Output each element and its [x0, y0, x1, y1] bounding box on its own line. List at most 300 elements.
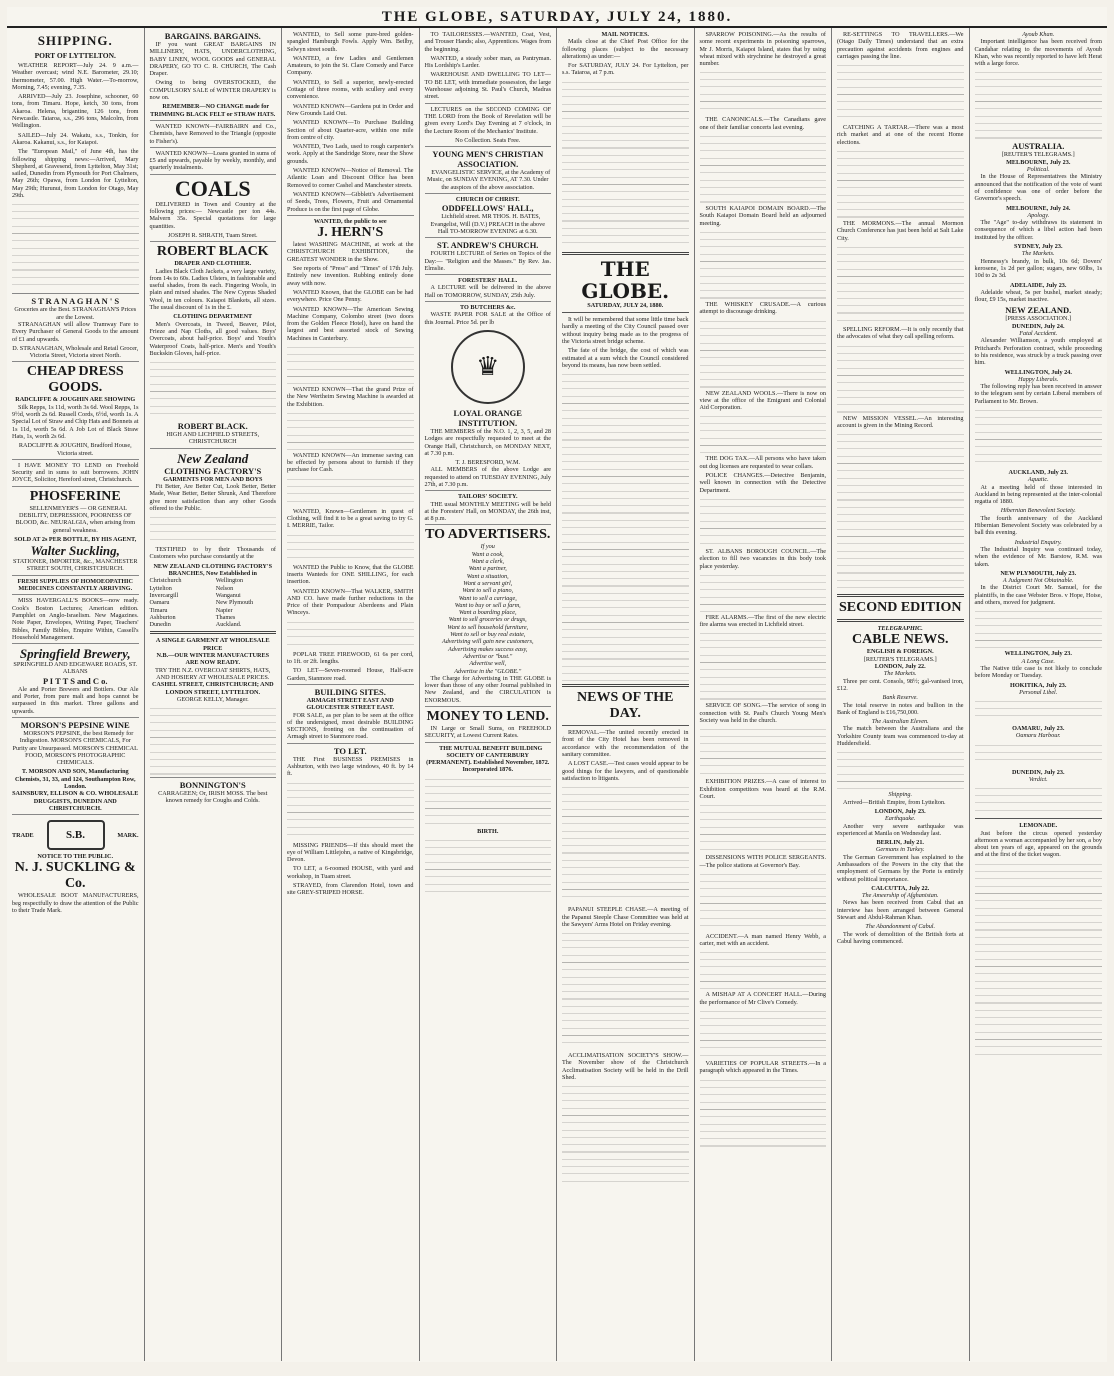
newspaper-page — [7, 7, 1107, 1362]
poem-line: Want a partner, — [468, 565, 507, 573]
kelly-manager: GEORGE KELLY, Manager. — [176, 695, 249, 703]
nz-branches: NEW ZEALAND CLOTHING FACTORY'S BRANCHES, Now Established in — [153, 562, 273, 578]
divider — [837, 619, 964, 622]
coals-body: DELIVERED in Town and Country at the following prices:— Newcastle per ton 44s. Malvern 35s. Special quotations for large quantities. — [149, 200, 276, 230]
poem-line: Advertise in the "GLOBE." — [454, 667, 522, 675]
news-travellers: RE-SETTINGS TO TRAVELLERS.—We (Otago Daily Times) understand that an extra precaution against accidents from engines and carriages passing the line. — [837, 31, 964, 60]
cable-news-title: CABLE NEWS. — [852, 632, 949, 648]
overcoat-shirts: TRY THE N.Z. OVERCOAT SHIRTS, HATS, AND HOSIERY AT WHOLESALE PRICES. — [155, 666, 271, 681]
col7-fill-6 — [837, 749, 964, 789]
column-4 — [420, 28, 558, 1361]
news-tartar: CATCHING A TARTAR.—There was a most rich market and at one of the recent Home elections. — [837, 124, 964, 146]
branch-town: Timaru — [149, 606, 168, 614]
ayoub-head: Ayoub Khan. — [1022, 31, 1055, 38]
bonnington-body: CARRAGEEN; Or, IRISH MOSS. The best known remedy for Coughs and Colds. — [158, 790, 268, 805]
tailors-title: TAILORS' SOCIETY. — [458, 493, 518, 501]
news-mishap: A MISHAP AT A CONCERT HALL.—During the performance of Mr Clive's Comedy. — [699, 991, 826, 1006]
col7-fill-5 — [837, 431, 964, 591]
weather-report: WEATHER REPORT—July 24. 9 a.m.—Weather overcast; wind N.E. Barometer, 29.10; thermometer, 57.00. High Water.—To-morrow, Morning, 7.45; evening, 7.35. — [12, 62, 139, 91]
fatal-accident-body: Alexander Williamson, a youth employed at Pritchard's Perforation contract, while proceeding to his residence, was struck by a truck passing over him. — [974, 337, 1102, 367]
st-andrews-title: ST. ANDREW'S CHURCH. — [437, 240, 539, 251]
poem-line: Want to sell a piano, — [462, 587, 514, 595]
news-fill-1 — [562, 784, 689, 904]
branch-towns — [150, 577, 277, 628]
advertisers-ad — [425, 524, 552, 704]
mail-fill — [562, 79, 689, 249]
bonnington-ad — [150, 777, 277, 805]
lemonade-body: Just before the circus opened yesterday afternoon a woman accompanied by her son, a boy about ten years of age, appeared on the grounds and at the first of the ticket wagon. — [974, 829, 1102, 859]
poem-line: If you — [480, 543, 495, 551]
verdict-head: Verdict. — [1028, 776, 1048, 783]
col6-fill-1 — [700, 69, 827, 114]
brewery-ad — [12, 643, 139, 715]
happy-liberals-body: The following reply has been received in answer to the telegram sent by certain Liberal members of Parliament to Mr. Brown. — [974, 383, 1102, 405]
stranaghan-address: D. STRANAGHAN, Wholesale and Retail Grocer, Victoria Street, Victoria street North. — [12, 344, 139, 360]
pantryman-ad: WANTED, a steady sober man, as Pantryman. His Lordship's Larder. — [424, 54, 551, 70]
globe-date: SATURDAY, JULY 24, 1880. — [587, 301, 664, 309]
col3-fill-2 — [287, 410, 414, 450]
col6-fill-11 — [700, 871, 827, 931]
wellington-dateline-2: WELLINGTON, July 23. — [1004, 650, 1072, 658]
col8-fill-2 — [975, 407, 1103, 467]
news-streets: VARIETIES OF POPULAR STREETS.—In a paragraph which appeared in the Times. — [699, 1059, 826, 1075]
aquatic-head: Aquatic. — [1027, 476, 1049, 484]
robert-black-sign: ROBERT BLACK. — [177, 421, 248, 432]
hern-body: latest WASHING MACHINE, at work at the CHRISTCHURCH EXHIBITION, the GREATEST WONDER in the Show. — [287, 241, 414, 263]
apology-body: The "Age" to-day withdraws its statement in consequence of which a libel action had been instituted by the officer. — [974, 219, 1102, 241]
column-3 — [282, 28, 420, 1361]
abandon-body: The work of demolition of the British forts at Cabul having commenced. — [837, 930, 964, 945]
col7-fill-2 — [837, 148, 964, 218]
branch-town: Napier — [215, 606, 233, 614]
loyal-orange-title: LOYAL ORANGE INSTITUTION. — [453, 407, 522, 428]
news-whiskey: THE WHISKEY CRUSADE.—A curious attempt to discourage drinking. — [699, 300, 826, 316]
clothing-dept: CLOTHING DEPARTMENT — [173, 313, 253, 321]
col4-fill — [425, 776, 552, 826]
news-fire-alarms: FIRE ALARMS.—The first of the new electric fire alarms was erected in Lichfield street. — [699, 613, 826, 629]
trade-label: TRADE — [12, 831, 34, 839]
sainsbury-line: SAINSBURY, ELLISON & CO. WHOLESALE DRUGGISTS, DUNEDIN AND CHRISTCHURCH. — [12, 790, 139, 812]
leader-fill — [562, 371, 689, 681]
nz-garments-body: Fit Better, Are Better Cut, Look Better, Better Made, Wear Better, Better Shrunk, And Therefore give more satisfaction than any other Goods offered to the Public. — [149, 482, 276, 512]
news-spelling: SPELLING REFORM.—It is only recently that the advocates of what they call spelling reform. — [837, 325, 964, 341]
divider — [837, 594, 964, 597]
mail-notices-body: For SATURDAY, JULY 24. For Lyttelton, per s.s. Taiaroa, at 7 p.m. — [562, 62, 689, 77]
news-removal: REMOVAL.—The united recently erected in front of the City Hotel has been removed in accordance with the recommendation of the sanitary committee. — [562, 729, 689, 759]
branch-town: Lyttelton — [149, 584, 172, 592]
news-wools: NEW ZEALAND WOOLS.—There is now on view at the office of the Emigrant and Colonial Aid Corporation. — [699, 389, 826, 412]
col8-fill-4 — [975, 698, 1103, 723]
hern-lead: WANTED, the public to see — [313, 217, 387, 225]
butchers-title: TO BUTCHERS &c. — [460, 304, 516, 312]
bargains-sale: Owing to being OVERSTOCKED, the COMPULSORY SALE of WINTER DRAPERY is now on. — [149, 79, 276, 102]
divider — [562, 725, 689, 726]
morson-body: MORSON'S PEPSINE, the best Remedy for Indigestion. MORSON'S CHEMICALS, For Purity are Unsurpassed. MORSON'S CHEMICAL FOOD, MORSON'S PHOTOGRAPHIC CHEMICALS. — [12, 729, 138, 767]
dunedin-dateline: DUNEDIN, July 24. — [1011, 322, 1065, 330]
nz-title: New Zealand — [177, 450, 249, 466]
judgment-body: In the District Court Mr. Samuel, for the plaintiffs, in the case Webster Bros. v Hope, Hoise, and others, moved for judgment. — [974, 584, 1102, 607]
industrial-head: Industrial Enquiry. — [1014, 538, 1062, 546]
long-case-head: A Long Case. — [1021, 657, 1055, 665]
sydney-markets-head: The Markets. — [1021, 250, 1055, 258]
col6-fill-10 — [700, 802, 827, 852]
advertisers-charge: The Charge for Advertising in THE GLOBE is lower than those of any other Journal published in New Zealand, and the CIRCULATION is ENORMOUS. — [424, 674, 551, 704]
bonnington-title: BONNINGTON'S — [179, 780, 246, 791]
wellington-dateline: WELLINGTON, July 24. — [1004, 368, 1072, 376]
news-mission-vessel: NEW MISSION VESSEL.—An interesting account is given in the Mining Record. — [837, 414, 964, 429]
money-ad — [12, 459, 139, 484]
sailed-list: SAILED—July 24. Wakatu, s.s., Tonkin, for Akaroa. Kakanui, s.s., for Kaiapoi. — [12, 131, 139, 146]
poem-line: Want to buy or sell a farm, — [454, 601, 521, 609]
melbourne-dateline-2: MELBOURNE, July 24. — [1006, 204, 1071, 212]
divider — [562, 312, 689, 313]
bargains-title: BARGAINS. BARGAINS. — [164, 31, 261, 41]
col6-fill-5 — [700, 413, 827, 453]
to-let-house: TO LET—Seven-roomed House, Half-acre Garden, Stanmore road. — [287, 667, 414, 682]
col6-fill-8 — [700, 630, 827, 700]
news-sparrow: SPARROW POISONING.—As the results of some recent experiments in poisoning sparrows, Mr J. Morris, Kaiapoi Island, states that by using wheat mixed with strychnine he destroyed a great number. — [699, 31, 826, 68]
to-let-title: TO LET. — [333, 745, 367, 756]
bargains-remember: REMEMBER—NO CHANGE made for TRIMMING BLACK FELT or STRAW HATS. — [150, 103, 276, 118]
col6-fill-9 — [700, 726, 827, 776]
poem-line: Want to sell household furniture, — [447, 623, 529, 631]
adelaide-dateline: ADELAIDE, July 23. — [1010, 281, 1067, 289]
nz-clothing-ad — [150, 448, 277, 703]
oddfellows-title: ODDFELLOWS' HALL, — [441, 203, 534, 214]
warehouse-ad: WAREHOUSE AND DWELLING TO LET—TO BE LET, with immediate possession, the large Warehouse adjoining St. Paul's Church, Madras street. — [424, 71, 551, 101]
col3-fill-6 — [287, 780, 414, 840]
foresters-ad — [425, 274, 552, 299]
morson-ad — [12, 717, 139, 812]
reuters-tag: [REUTER'S TELEGRAMS.] — [863, 655, 937, 663]
poem-line: Advertise well, — [469, 660, 507, 668]
to-let-body: THE First BUSINESS PREMISES in Ashburton, with two large windows, 40 ft. by 14 ft. — [287, 755, 414, 778]
tailors-ad — [425, 490, 552, 522]
loyal-orange-body: THE MEMBERS of the N.O. 1, 2, 3, 5, and 28 Lodges are respectfully requested to meet at the Orange Hall, Christchurch, on MONDAY NEXT, at 7.30 p.m. — [424, 427, 551, 457]
trade-mark-row — [12, 817, 139, 853]
branch-town: Ashburton — [149, 613, 176, 621]
earthquake-head: Earthquake. — [885, 815, 916, 823]
pitts-title: P I T T S and C o. — [42, 675, 108, 686]
news-kaiapoi-domain: SOUTH KAIAPOI DOMAIN BOARD.—The South Kaiapoi Domain Board held an adjourned meeting. — [699, 205, 826, 227]
news-service-song: SERVICE OF SONG.—The service of song in connection with St. Paul's Church Young Men's Society was held in the church. — [699, 702, 826, 725]
hibernian-head: Hibernian Benevolent Society. — [1000, 507, 1076, 515]
dress-goods-title: CHEAP DRESS GOODS. — [26, 364, 124, 396]
tailors-body: THE usual MONTHLY MEETING will be held at the Foresters' Hall, on MONDAY, the 26th inst, at 8 p.m. — [424, 500, 551, 523]
mark-label: MARK. — [117, 831, 139, 839]
robert-black-body: Ladies Black Cloth Jackets, a very large variety, from 14s to 60s. Ladies Ulsters, in fashionable and useful shades, from 8s each. Fingering Wools, in plain and mixed shades. The New Cyprus Shaded Wool, in ten colours. Kaiapoi Blankets, all sizes. The usual discount of 1s in the £. — [149, 267, 276, 312]
money-lend-body: IN Large or Small Sums, on FREEHOLD SECURITY, at Lowest Current Rates. — [424, 725, 551, 740]
poem-line: Want to sell groceries or drugs, — [448, 616, 527, 624]
col7-fill-4 — [837, 343, 964, 413]
news-dog-tax: THE DOG TAX.—All persons who have taken out dog licenses are requested to wear collars. — [699, 455, 826, 470]
news-dissensions: DISSENSIONS WITH POLICE SERGEANTS.—The police stations at Governor's Bay. — [699, 854, 826, 869]
church-title: CHURCH OF CHRIST. — [455, 196, 520, 204]
oamaru-harbour-head: Oamaru Harbour. — [1015, 732, 1061, 740]
col6-fill-6 — [700, 496, 827, 546]
branch-town: Christchurch — [149, 577, 182, 585]
col7-fill-3 — [837, 244, 964, 324]
robert-black-title: ROBERT BLACK — [156, 244, 269, 260]
radcliffe-list: Silk Repps, 1s 11d, worth 3s 6d. Wool Repps, 1s 9½d, worth 2s 6d. Russell Cords, 6½d, worth 1s. A Special Lot of Straw and Chip Hats and Bonnets at 1s 11d, worth 5s 6d. A Job Lot of Black Straw Hats, 1s, worth 2s 6d. — [12, 403, 139, 440]
nz-clothing-title: CLOTHING FACTORY'S — [164, 465, 262, 476]
news-steeple-chase: PAPANUI STEEPLE CHASE.—A meeting of the Papanui Steeple Chase Committee was held at the Sawyers' Arms Hotel on Friday evening. — [562, 906, 689, 928]
robert-black-ad — [150, 241, 277, 445]
notice-heading: NOTICE TO THE PUBLIC. — [37, 853, 114, 861]
church-of-christ-ad — [425, 193, 552, 235]
emigrants-news: The "European Mail," of June 4th, has the following shipping news:—Arrived, Mary Shepherd, at Gravesend, from Lyttelton, May 31st; sailed, Dunedin from Plymouth for Port Chalmers, May 26th; Opawa, from London for Lyttelton, May 29th; Hurunui, from London for Otago, May 29th. — [12, 148, 139, 200]
wanted-globe: WANTED Known, that the GLOBE can be had everywhere. Price One Penny. — [287, 288, 414, 304]
bank-head: Bank Reserve. — [882, 694, 918, 702]
col8-fill-7 — [975, 861, 1103, 1061]
loans-body: WANTED KNOWN—Loans granted in sums of £5 and upwards, payable by weekly, monthly, and quarterly instalments. — [149, 149, 276, 172]
col6-fill-14 — [700, 1077, 827, 1147]
column-6 — [695, 28, 833, 1361]
poem-line: Want a servant girl, — [463, 579, 513, 587]
arrived-list: ARRIVED—July 23. Josephine, schooner, 60 tons, from Timaru. Hope, ketch, 30 tons, from Akaroa. Helena, brigantine, 126 tons, from Newcastle. Taiaroa, s.s., 296 tons, Malcolm, from Wellington. — [12, 93, 139, 130]
political-body: In the House of Representatives the Ministry announced that the notification of the vote of want of confidence was one of order before the Governor's speech. — [974, 173, 1102, 203]
nz-fill — [150, 514, 277, 544]
hokitika-dateline: HOKITIKA, July 23. — [1010, 681, 1067, 689]
poem-line: Want a clerk, — [471, 558, 505, 566]
phosferine-title: PHOSFERINE — [29, 488, 121, 504]
wanted-amateurs: WANTED, a few Ladies and Gentlemen Amateurs, to join the St. Clare Comedy and Farce Company. — [287, 54, 414, 77]
col7-fill-1 — [837, 62, 964, 122]
news-lost-case: A LOST CASE.—Test cases would appear to be good things for the lawyers, and of questionable satisfaction to litigants. — [562, 760, 689, 782]
wanted-removal: WANTED KNOWN—Notice of Removal. The Atlantic Loan and Discount Office has been Removed to corner Cashel and Manchester streets. — [287, 167, 414, 189]
phosferine-sold: SOLD AT 2s PER BOTTLE, BY HIS AGENT, — [14, 535, 137, 543]
branch-town: Thames — [215, 613, 236, 621]
divider — [562, 252, 689, 255]
loyal-orange-sign: T. J. BERESFORD, W.M. — [455, 459, 521, 467]
poem-line: Want to sell a carriage, — [458, 594, 517, 602]
branch-town: Auckland. — [215, 621, 242, 629]
radcliffe-title: RADCLIFFE & JOUGHIN ARE SHOWING — [15, 396, 136, 404]
stranaghan-body: STRANAGHAN will allow Tramway Fare to Every Purchaser of General Goods to the amount of £1 and upwards. — [12, 320, 139, 343]
money-lend-ad — [425, 706, 552, 740]
hern-body-2: See reports of "Press" and "Times" of 17th July. Entirely new invention. Rubbing entirely done away with now. — [287, 265, 414, 287]
robert-black-fill — [150, 359, 277, 419]
st-andrews-body: FOURTH LECTURE of Series on Topics of the Day:— "Religion and the Masses." By Rev. Jas. Elmslie. — [424, 250, 551, 272]
abandon-head: The Abandonment of Cabul. — [865, 923, 936, 931]
column-2 — [145, 28, 283, 1361]
news-canonicals: THE CANONICALS.—The Canadians gave one of their familiar concerts last evening. — [699, 116, 826, 131]
news-st-albans: ST. ALBANS BOROUGH COUNCIL.—The election to fill two vacancies in this body took place yesterday. — [699, 547, 826, 570]
strayed-horse: STRAYED, from Clarendon Hotel, town and site GREY-STRIPED HORSE. — [287, 882, 414, 897]
long-case-body: The Native title case is not likely to conclude before Monday or Tuesday. — [974, 664, 1102, 680]
brewery-address: SPRINGFIELD AND EDGEWARE ROADS, ST. ALBANS — [13, 661, 138, 676]
col6-fill-3 — [700, 229, 827, 299]
earthquake-body: Another very severe earthquake was experienced at Manila on Wednesday last. — [837, 822, 964, 837]
building-sites-body: FOR SALE, as per plan to be seen at the office of the undersigned, most desirable BUILDING SECTIONS, fronting on the continuation of Armagh street to Stanmore road. — [287, 711, 414, 741]
columns — [7, 28, 1107, 1361]
wanted-seeds: WANTED KNOWN—Gibblett's Advertisement of Seeds, Trees, Flowers, Fruit and Ornamental Produce is on the first page of Globe. — [287, 190, 414, 213]
happy-liberals-head: Happy Liberals. — [1018, 375, 1059, 383]
missing-friends: MISSING FRIENDS—If this should meet the eye of William Littlejohn, a native of Kingsbridge, Devon. — [287, 841, 414, 864]
eleven-body: The match between the Australians and the Yorkshire County team was commenced to-day at Huddersfield. — [837, 725, 964, 748]
lectures-ad — [425, 103, 552, 144]
london-dateline-1: LONDON, July 22. — [874, 663, 926, 671]
column-1 — [7, 28, 145, 1361]
poem-line: Advertising makes success easy, — [448, 645, 528, 653]
homoeo-ad: FRESH SUPPLIES OF HOMOEOPATHIC MEDICINES CONSTANTLY ARRIVING. — [12, 575, 139, 593]
radcliffe-address: RADCLIFFE & JOUGHIN, Bradford House, Victoria street. — [18, 442, 132, 457]
fairbairn-ad — [150, 120, 277, 145]
butchers-ad — [425, 301, 552, 326]
press-assoc-tag: [PRESS ASSOCIATION.] — [1005, 315, 1072, 323]
trade-mark-emblem: S.B. — [47, 820, 105, 850]
news-police: POLICE CHANGES.—Detective Benjamin, well known in connection with the Detective Department. — [699, 472, 826, 494]
lemonade-title: LEMONADE. — [1019, 822, 1058, 830]
dunedin-dateline-2: DUNEDIN, July 23. — [1011, 768, 1065, 776]
shipping-body: Arrived—British Empire, from Lyttelton. — [843, 798, 946, 806]
col8-fill-5 — [975, 742, 1103, 767]
birth-heading: BIRTH. — [477, 827, 499, 835]
robert-black-sub: DRAPER AND CLOTHIER. — [174, 260, 252, 268]
news-fill-2 — [562, 930, 689, 1050]
wanted-gardens: WANTED KNOWN—Gardens put in Order and New Grounds Laid Out. — [287, 102, 414, 117]
advertisers-title: TO ADVERTISERS. — [425, 527, 551, 543]
col6-fill-2 — [700, 133, 827, 203]
oamaru-dateline: OAMARU, July 23. — [1012, 725, 1065, 733]
adelaide-body: Adelaide wheat, 5s per bushel, market steady; flour, £9 15s, market inactive. — [974, 288, 1102, 304]
shipping-text-fill — [12, 201, 139, 291]
mutual-benefit-ad — [425, 742, 552, 826]
divider — [975, 818, 1103, 819]
nz-testified: TESTIFIED to by their Thousands of Customers who purchase constantly at the — [149, 546, 276, 561]
foresters-body: A LECTURE will be delivered in the above Hall on TOMORROW, SUNDAY, 25th July. — [424, 284, 551, 299]
hibernian-body: The fourth anniversary of the Auckland Hibernian Benevolent Society was celebrated by a ball this evening. — [974, 514, 1102, 537]
news-mormons: THE MORMONS.—The annual Mormon Church Conference has just been held at Salt Lake City. — [837, 220, 964, 242]
germans-head: Germans in Turkey. — [875, 846, 925, 854]
branch-town: Invercargill — [149, 591, 179, 599]
single-garment: A SINGLE GARMENT AT WHOLESALE PRICE — [155, 637, 270, 652]
branch-town: Wellington — [215, 577, 244, 585]
wanted-sewing: WANTED KNOWN—The American Sewing Machine Company, Colombo street (two doors from the Golden Fleece Hotel), have on hand the largest and best assorted stock of Sewing Machines in Canterbury. — [287, 305, 414, 342]
poem-line: Want a situation, — [466, 572, 509, 580]
col3-fill-4 — [287, 532, 414, 562]
divider — [150, 631, 277, 634]
branch-town: New Plymouth — [215, 599, 254, 607]
cashel-street: CASHEL STREET, CHRISTCHURCH; AND LONDON STREET, LYTTELTON. — [151, 681, 274, 696]
loans-ad — [150, 147, 277, 172]
col6-fill-7 — [700, 572, 827, 612]
coals-title: COALS — [174, 175, 251, 201]
reuters-tag-2: [REUTER'S TELEGRAMS.] — [1001, 151, 1075, 159]
col6-fill-12 — [700, 949, 827, 989]
st-andrews-ad — [425, 237, 552, 272]
ymca-title: YOUNG MEN'S CHRISTIAN ASSOCIATION. — [432, 149, 544, 170]
calcutta-dateline: CALCUTTA, July 22. — [871, 884, 930, 892]
apology-head: Apology. — [1027, 211, 1050, 219]
morson-maker: T. MORSON AND SON, Manufacturing Chemists, 31, 33, and 124, Southampton Row, London. — [14, 768, 136, 790]
sydney-markets-body: Hennessy's brandy, in bulk, 10s 6d; Dovers' kerosene, 1s 2d per gallon; sugars, new 60lbs, 1s 10d to 2s 3d. — [974, 257, 1102, 280]
to-let-ad — [287, 743, 414, 840]
leader-para-2: The fate of the bridge, the cost of which was estimated at a sum which the Council considered beyond its means, has now been settled. — [562, 347, 689, 369]
walter-address: STATIONER, IMPORTER, &c., MANCHESTER STREET SOUTH, CHRISTCHURCH. — [13, 558, 138, 573]
walter-suckling: Walter Suckling, — [30, 543, 120, 559]
hern-title: J. HERN'S — [317, 225, 384, 241]
suckling-title: N. J. SUCKLING & Co. — [14, 860, 136, 892]
english-foreign: ENGLISH & FOREIGN. — [866, 648, 934, 656]
col3-fill-1 — [287, 344, 414, 384]
morson-title: MORSON'S PEPSINE WINE — [20, 719, 130, 730]
column-5 — [557, 28, 695, 1361]
column-7 — [832, 28, 970, 1361]
stranaghan-title: S T R A N A G H A N ' S — [31, 296, 120, 307]
ayoub-body: Important intelligence has been received from Candahar relating to the movements of Ayoub Khan, who was recently reported to have left Herat with a large force. — [974, 38, 1102, 68]
pitts-body: Ale and Porter Brewers and Bottlers. Our Ale and Porter, from pure malt and hops cannot be surpassed in this market. Three gallons and upwards. — [12, 685, 139, 715]
wanted-wertheim: WANTED KNOWN—That the grand Prize of the New Wertheim Sewing Machine is awarded at the Exhibition. — [287, 385, 414, 408]
branch-town: Nelson — [215, 584, 234, 592]
masthead: THE GLOBE, SATURDAY, JULY 24, 1880. — [7, 7, 1107, 28]
lodge-body: ALL MEMBERS of the above Lodge are requested to attend on TUESDAY EVENING, July 27th, at 7.30 p.m. — [424, 466, 551, 488]
globe-title: THE GLOBE. — [581, 256, 670, 303]
col6-fill-4 — [700, 318, 827, 388]
port-heading: PORT OF LYTTELTON. — [34, 51, 116, 60]
sydney-dateline: SYDNEY, July 23. — [1013, 243, 1063, 251]
ymca-body: EVANGELISTIC SERVICE, at the Academy of Music, on SUNDAY EVENING, AT 7.30. Under the auspices of the above association. — [427, 169, 551, 191]
poem-line: Want to sell or buy real estate, — [450, 631, 526, 639]
political-head: Political. — [1026, 166, 1050, 174]
clothing-body: Men's Overcoats, in Tweed, Beaver, Pilot, Frieze and Nap Cloths, all good values. Boys' Overcoats, about half-price. Boys' and Youth's Waterproof Coats, half-price. Men's and Youth's Buckskin Gloves, half-price. — [149, 320, 276, 357]
no-collection: No Collection. Seats Free. — [455, 136, 521, 144]
ameer-body: News has been received from Cabul that an interview has been arranged between General Stewart and Abdul-Rahman Khan. — [837, 899, 964, 922]
to-let-workshop: TO LET, a 6-roomed HOUSE, with yard and workshop, in Tuam street. — [287, 865, 414, 880]
nz-garments: GARMENTS FOR MEN AND BOYS — [163, 475, 263, 483]
shipping-head: Shipping. — [888, 791, 913, 799]
auckland-dateline: AUCKLAND, July 23. — [1008, 468, 1068, 476]
col8-fill-3 — [975, 608, 1103, 648]
germans-body: The German Government has explained to the Ambassadors of the Powers in the city that the employment of Germans by the Porte is entirely without political importance. — [837, 853, 964, 883]
leader-para-1: It will be remembered that some little time back hardly a meeting of the City Council passed over without inquiry being made as to the progress of the Victoria street bridge scheme. — [562, 316, 689, 345]
markets-head: The Markets. — [883, 670, 917, 678]
phosferine-ad — [12, 486, 139, 573]
news-exhibition: EXHIBITION PRIZES.—A case of interest to Exhibition competitors was heard at the R.M. Court. — [699, 778, 826, 800]
poem-line: Want a boarding place, — [458, 609, 517, 617]
coals-ad — [150, 174, 277, 239]
wanted-section: WANTED KNOWN—To Purchase Building Section of about Quarter-acre, within one mile from centre of city. — [287, 119, 414, 141]
wanted-cottage: WANTED, to Sell a superior, newly-erected Cottage of three rooms, with scullery and every convenience. — [287, 78, 414, 101]
wanted-fowls: WANTED, to Sell some pure-bred golden-spangled Hamburgh Fowls. Apply Wm. Beilby, Selwyn street south. — [287, 31, 414, 53]
coals-address: JOSEPH R. SHRATH, Tuam Street. — [167, 231, 258, 239]
aquatic-body: At a meeting held of those interested in Auckland in being represented at the inter-colonial regatta of 1880. — [974, 483, 1102, 506]
divider — [562, 684, 689, 687]
col8-fill-6 — [975, 785, 1103, 815]
building-sites-sub: ARMAGH STREET EAST AND GLOUCESTER STREET EAST. — [306, 696, 395, 712]
mutual-body: THE MUTUAL BENEFIT BUILDING SOCIETY OF CANTERBURY (PERMANENT). Established November, 1872. Incorporated 1876. — [426, 744, 550, 774]
money-lend-title: MONEY TO LEND. — [426, 709, 549, 724]
wanted-walker: WANTED KNOWN—That WALKER, SMITH AND CO. have made further reductions in the Price of their Pompadour Aberdeens and Plain Winceys. — [287, 587, 414, 617]
tailoresses-ad: TO TAILORESSES.—WANTED, Coat, Vest, and Trouser Hands; also, Apprentices. Wages from the beginning. — [424, 31, 551, 53]
stranaghan-ad — [12, 293, 139, 359]
butchers-body: WASTE PAPER FOR SALE at the Office of this Journal. Price 5d. per lb — [424, 311, 551, 326]
stranaghan-line: Groceries are the Best. STRANAGHAN'S Prices are the Lowest. — [14, 306, 137, 321]
col8-fill-1 — [975, 69, 1103, 139]
berlin-dateline: BERLIN, July 21. — [876, 839, 924, 847]
wanted-tailor: WANTED, Known—Gentlemen in quest of Clothing, will find it to be a great saving to try G. I. MERRIE, Tailor. — [287, 507, 414, 530]
mail-notices-intro: Mails close at the Chief Post Office for the following places (subject to the necessary alterations) as under:— — [562, 38, 689, 60]
news-accident: ACCIDENT.—A man named Henry Webb, a carter, met with an accident. — [699, 932, 826, 948]
news-of-day-title: NEWS OF THE DAY. — [577, 690, 674, 722]
robert-black-address: HIGH AND LICHFIELD STREETS, CHRISTCHURCH — [166, 431, 260, 446]
eleven-head: The Australian Eleven. — [871, 718, 929, 726]
industrial-body: The Industrial Inquiry was continued today, when the evidence of Mr. Barstow, R.M. was taken. — [974, 545, 1102, 568]
wanted-lads: WANTED, Two Lads, used to rough carpenter's work. Apply at the Sandridge Store, near the Show grounds. — [287, 143, 414, 165]
brewery-title: Springfield Brewery, — [19, 646, 131, 662]
births-fill — [425, 837, 552, 897]
orange-crest-icon: ♛ — [451, 330, 525, 404]
